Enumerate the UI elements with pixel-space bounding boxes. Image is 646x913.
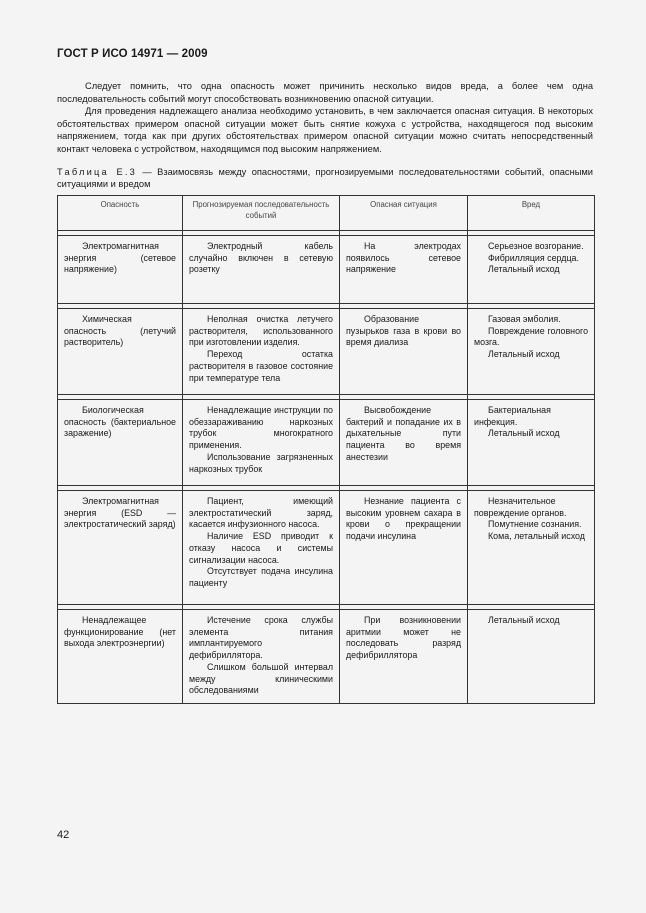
header-harm: Вред	[468, 196, 595, 231]
sequence-cell	[183, 491, 340, 605]
cell-paragraph: Бактериальная инфекция.	[474, 405, 551, 427]
cell-paragraph: Электромагнитная энергия (сетевое напряжение)	[64, 241, 176, 275]
cell-paragraph: Незнание пациента с высоким уровнем сахара в крови о прекращении подачи инсулина	[346, 496, 461, 542]
hazard-cell	[58, 236, 183, 304]
cell-paragraph: Переход остатка растворителя в газовое состояние при температуре тела	[189, 349, 333, 383]
cell-paragraph: Кома, летальный исход	[488, 531, 585, 542]
table-caption-text: — Взаимосвязь между опасностями, прогнозируемыми последовательностями событий, опасными ситуациями и вредом	[57, 167, 593, 190]
cell-paragraph: Газовая эмболия.	[488, 314, 561, 324]
cell-paragraph: При возникновении аритмии может не последовать разряд дефибриллятора	[346, 615, 461, 661]
cell-paragraph: Истечение срока службы элемента питания имплантируемого дефибриллятора.	[189, 615, 333, 661]
table-caption-label: Таблица Е.3	[57, 167, 138, 177]
header-hazard: Опасность	[58, 196, 183, 231]
table-row	[58, 491, 595, 605]
cell-paragraph: Ненадлежащее функционирование (нет выхода электроэнергии)	[64, 615, 176, 649]
cell-paragraph: Серьезное возгорание.	[488, 241, 584, 251]
hazard-cell	[58, 400, 183, 486]
cell-paragraph: Фибрилляция сердца.	[488, 252, 579, 263]
cell-paragraph: Помутнение сознания.	[488, 519, 582, 530]
cell-paragraph: Повреждение головного мозга.	[474, 325, 588, 348]
table-row	[58, 309, 595, 395]
cell-paragraph: Отсутствует подача инсулина пациенту	[189, 566, 333, 588]
situation-cell	[340, 491, 468, 605]
cell-paragraph: Неполная очистка летучего растворителя, использованного при изготовлении изделия.	[189, 314, 333, 348]
cell-paragraph: Химическая опасность (летучий растворитель)	[64, 314, 176, 348]
cell-paragraph: Высвобождение бактерий и попадание их в дыхательные пути пациента во время анестезии	[346, 405, 461, 462]
table-row	[58, 236, 595, 304]
table-caption	[57, 166, 593, 191]
cell-paragraph: Биологическая опасность (бактериальное заражение)	[64, 405, 176, 439]
cell-paragraph: Наличие ESD приводит к отказу насоса и системы сигнализации насоса.	[189, 531, 333, 565]
hazard-relationship-table	[57, 195, 595, 704]
table-row	[58, 610, 595, 704]
header-situation: Опасная ситуация	[340, 196, 468, 231]
sequence-cell	[183, 610, 340, 704]
body-paragraph-1: Следует помнить, что одна опасность может причинить несколько видов вреда, а более чем одна последовательность событий могут способствовать возникновению опасной ситуации.	[57, 81, 593, 104]
page-number: 42	[57, 829, 70, 841]
table-row	[58, 400, 595, 486]
situation-cell	[340, 236, 468, 304]
cell-paragraph: Незначительное повреждение органов.	[474, 496, 567, 518]
cell-paragraph: Летальный исход	[488, 428, 560, 439]
cell-paragraph: Использование загрязненных наркозных трубок	[189, 451, 333, 474]
cell-paragraph: Летальный исход	[488, 349, 560, 360]
harm-cell	[468, 400, 595, 486]
cell-paragraph: Летальный исход	[488, 264, 560, 275]
cell-paragraph: Электромагнитная энергия (ESD — электростатический заряд)	[64, 496, 176, 530]
cell-paragraph: На электродах появилось сетевое напряжение	[346, 241, 461, 275]
hazard-cell	[58, 610, 183, 704]
hazard-cell	[58, 491, 183, 605]
situation-cell	[340, 309, 468, 395]
cell-paragraph: Летальный исход	[488, 615, 560, 625]
harm-cell	[468, 610, 595, 704]
cell-paragraph: Электродный кабель случайно включен в сетевую розетку	[189, 241, 333, 275]
body-paragraph-2: Для проведения надлежащего анализа необходимо установить, в чем заключается опасная ситуация. В некоторых обстоятельствах примером опасной ситуации может быть снятие кожуха с устройства, находящегося под высоким напряжением, тогда как при других обстоятельствах примером опасной ситуации можно считать непосредственный контакт человека с устройством, находящимся под высоким напряжением.	[57, 106, 593, 154]
harm-cell	[468, 309, 595, 395]
table-header-row	[58, 196, 595, 231]
sequence-cell	[183, 400, 340, 486]
sequence-cell	[183, 236, 340, 304]
hazard-cell	[58, 309, 183, 395]
document-header: ГОСТ Р ИСО 14971 — 2009	[57, 48, 208, 60]
harm-cell	[468, 236, 595, 304]
cell-paragraph: Образование пузырьков газа в крови во время диализа	[346, 314, 461, 348]
situation-cell	[340, 610, 468, 704]
cell-paragraph: Ненадлежащие инструкции по обеззараживанию наркозных трубок многократного применения.	[189, 405, 333, 451]
situation-cell	[340, 400, 468, 486]
cell-paragraph: Пациент, имеющий электростатический заряд, касается инфузионного насоса.	[189, 496, 333, 530]
cell-paragraph: Слишком большой интервал между клиническими обследованиями	[189, 661, 333, 696]
harm-cell	[468, 491, 595, 605]
header-sequence: Прогнозируемая последовательность событий	[183, 196, 340, 231]
sequence-cell	[183, 309, 340, 395]
